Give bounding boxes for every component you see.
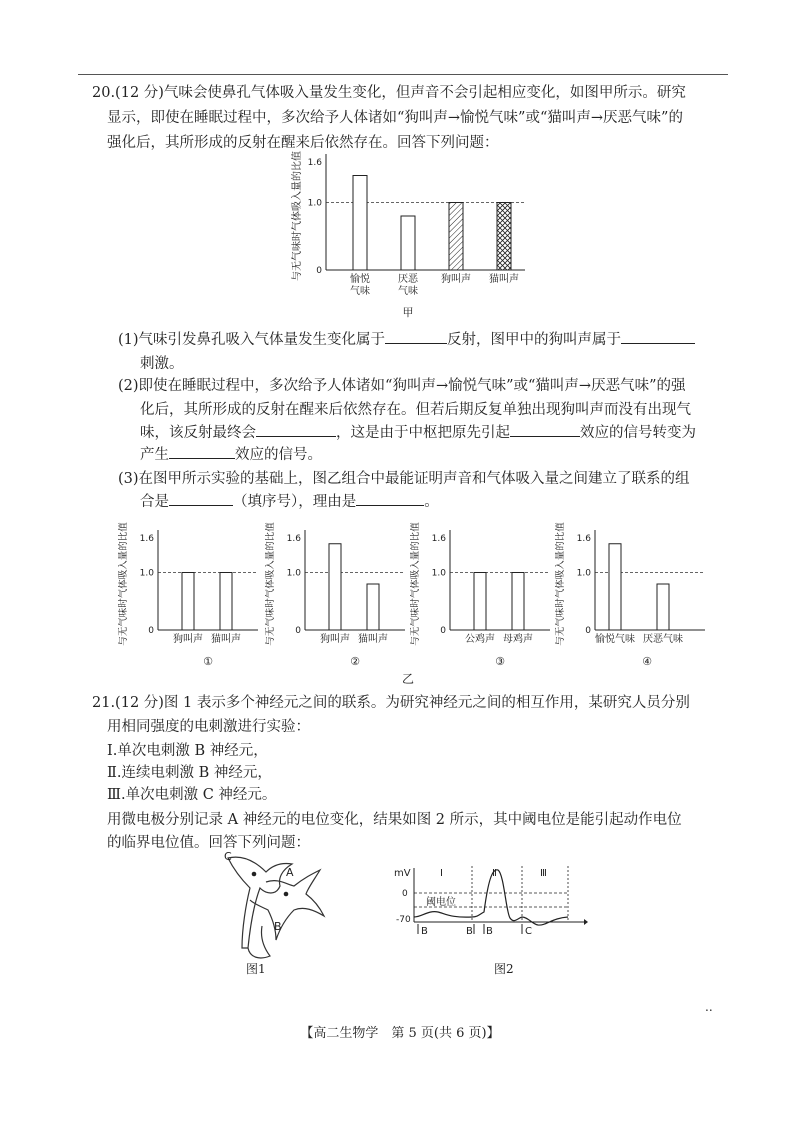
fig2-stim-label: B — [466, 926, 473, 937]
answer-blank[interactable] — [169, 489, 233, 506]
answer-blank[interactable] — [621, 327, 695, 344]
fig2-phase-2: Ⅱ — [492, 868, 497, 879]
bar — [329, 544, 341, 630]
answer-blank[interactable] — [169, 442, 235, 459]
chart-title: ③ — [495, 655, 505, 668]
y-axis-label: 与无气味时气体吸入量的比值 — [410, 522, 421, 646]
answer-blank[interactable] — [256, 420, 336, 437]
fig1-label-a: A — [286, 866, 294, 879]
q20-sub2-text-c2: ，这是由于中枢把原先引起 — [336, 425, 510, 441]
y-tick-label: 1.0 — [286, 568, 301, 579]
chart-title: ① — [203, 655, 213, 668]
x-tick-label: 母鸡声 — [503, 634, 533, 645]
corner-mark: .. — [705, 1000, 713, 1014]
bar — [367, 584, 379, 630]
x-tick-label: 猫叫声 — [489, 274, 519, 285]
bar — [449, 203, 463, 271]
fig2-threshold-label: 阈电位 — [426, 897, 456, 908]
bar — [182, 573, 194, 631]
x-tick-label: 愉悦气味 — [595, 634, 635, 645]
figure-1-caption: 图1 — [246, 962, 266, 976]
q20-sub1-line2: 刺激。 — [140, 356, 184, 372]
y-tick-label: 1.0 — [139, 568, 154, 579]
fig2-stim-label: B — [421, 926, 428, 937]
y-tick-label: 1.0 — [307, 198, 322, 209]
y-tick-label: 1.0 — [576, 568, 591, 579]
q21-line1: 21.(12 分)图 1 表示多个神经元之间的联系。为研究神经元之间的相互作用，某研究人员分别 — [92, 695, 690, 711]
q21-line2: 用相同强度的电刺激进行实验： — [107, 719, 310, 735]
x-tick-label: 猫叫声 — [358, 634, 388, 645]
answer-blank[interactable] — [385, 327, 447, 344]
fig2-stim-label: C — [525, 926, 532, 937]
q21-exp2: Ⅱ.连续电刺激 B 神经元， — [107, 765, 272, 781]
chart-yi-1 — [118, 512, 268, 670]
q21-exp1: Ⅰ.单次电刺激 B 神经元， — [107, 743, 268, 759]
q20-sub2-text-c3: 效应的信号转变为 — [580, 425, 696, 441]
fig2-tick-70: -70 — [396, 915, 411, 925]
y-tick-label: 1.6 — [431, 534, 446, 544]
fig2-unit: mV — [394, 868, 411, 879]
bar — [609, 544, 621, 630]
bar — [401, 216, 415, 270]
neuron-a-nucleus — [284, 892, 289, 897]
q21-exp3: Ⅲ.单次电刺激 C 神经元。 — [107, 787, 277, 803]
figure-2-potential — [388, 862, 588, 952]
y-tick-label: 1.6 — [139, 534, 154, 544]
x-tick-label: 气味 — [350, 286, 370, 297]
q20-sub2-line4 — [140, 442, 322, 468]
chart-jia — [290, 148, 530, 320]
y-tick-label: 0 — [585, 626, 591, 636]
q20-sub1-text-b: 反射，图甲中的狗叫声属于 — [447, 332, 622, 348]
fig1-label-c: C — [224, 850, 232, 863]
chart-yi-2 — [265, 512, 415, 670]
fig1-label-b: B — [274, 920, 282, 933]
figure-1-neurons — [220, 848, 330, 978]
bar — [512, 573, 524, 631]
y-tick-label: 0 — [440, 626, 446, 636]
y-axis-label: 与无气味时气体吸入量的比值 — [555, 522, 566, 646]
q20-sub3-text-b2: （填序号），理由是 — [233, 494, 357, 510]
y-tick-label: 1.6 — [307, 158, 322, 168]
bar — [474, 573, 486, 631]
neuron-b-axon — [248, 926, 270, 958]
q20-line2: 显示，即使在睡眠过程中，多次给予人体诸如“狗叫声→愉悦气味”或“猫叫声→厌恶气味”的 — [107, 110, 683, 126]
y-tick-label: 1.6 — [286, 534, 301, 544]
page-footer: 【高二生物学 第 5 页(共 6 页)】 — [300, 1026, 500, 1041]
bar — [497, 203, 511, 271]
x-tick-label: 愉悦 — [350, 274, 370, 285]
x-tick-label: 公鸡声 — [465, 634, 495, 645]
x-tick-label: 狗叫声 — [173, 634, 203, 645]
y-tick-label: 0 — [148, 626, 154, 636]
x-tick-label: 狗叫声 — [441, 274, 471, 285]
q20-sub3-text-b1: 合是 — [140, 494, 169, 510]
x-tick-label: 厌恶 — [398, 274, 418, 285]
q20-sub3-line1: (3)在图甲所示实验的基础上，图乙组合中最能证明声音和气体吸入量之间建立了联系的组 — [118, 471, 690, 487]
q21-line3: 用微电极分别记录 A 神经元的电位变化，结果如图 2 所示，其中阈电位是能引起动作电位 — [107, 812, 682, 828]
fig2-x-arrow — [584, 919, 588, 925]
bar — [353, 176, 367, 271]
fig2-tick-0: 0 — [402, 889, 408, 899]
bar — [657, 584, 669, 630]
fig2-stim-label: B — [486, 926, 493, 937]
y-tick-label: 0 — [295, 626, 301, 636]
q20-line3: 强化后，其所形成的反射在醒来后依然存在。回答下列问题： — [107, 135, 499, 151]
fig2-phase-1: Ⅰ — [440, 868, 443, 879]
x-tick-label: 猫叫声 — [211, 634, 241, 645]
x-tick-label: 厌恶气味 — [643, 634, 683, 645]
chart-title: 甲 — [402, 306, 414, 319]
x-tick-label: 气味 — [398, 286, 418, 297]
chart-yi-4 — [555, 512, 715, 670]
q20-sub1-text-a: (1)气味引发鼻孔吸入气体量发生变化属于 — [118, 332, 386, 348]
top-rule — [78, 74, 728, 75]
q20-sub3-text-b3: 。 — [424, 494, 439, 510]
figure-2-caption: 图2 — [494, 962, 514, 976]
q20-sub1-line1 — [118, 327, 695, 353]
answer-blank[interactable] — [356, 489, 424, 506]
bar — [220, 573, 232, 631]
fig2-phase-3: Ⅲ — [540, 868, 547, 879]
q20-sub2-line2: 化后，其所形成的反射在醒来后依然存在。但若后期反复单独出现狗叫声而没有出现气 — [140, 402, 691, 418]
y-tick-label: 1.0 — [431, 568, 446, 579]
q20-sub2-line1: (2)即使在睡眠过程中，多次给予人体诸如“狗叫声→愉悦气味”或“猫叫声→厌恶气味”的强 — [118, 378, 686, 394]
chart-title: ② — [350, 655, 360, 668]
group-caption-yi: 乙 — [402, 672, 415, 686]
y-axis-label: 与无气味时气体吸入量的比值 — [292, 151, 303, 281]
neuron-c-outline — [228, 857, 292, 948]
chart-title: ④ — [642, 655, 652, 668]
q20-line1: 20.(12 分)气味会使鼻孔气体吸入量发生变化，但声音不会引起相应变化，如图甲所示。研究 — [92, 85, 686, 101]
x-tick-label: 狗叫声 — [320, 634, 350, 645]
q20-sub2-text-d2: 效应的信号。 — [235, 447, 322, 463]
q20-sub2-text-c1: 味，该反射最终会 — [140, 425, 256, 441]
q21-line4: 的临界电位值。回答下列问题： — [107, 835, 310, 851]
y-tick-label: 1.6 — [576, 534, 591, 544]
answer-blank[interactable] — [510, 420, 580, 437]
y-tick-label: 0 — [316, 266, 322, 276]
y-axis-label: 与无气味时气体吸入量的比值 — [118, 522, 129, 646]
neuron-c-nucleus — [252, 872, 257, 877]
q20-sub2-text-d1: 产生 — [140, 447, 169, 463]
chart-yi-3 — [410, 512, 560, 670]
y-axis-label: 与无气味时气体吸入量的比值 — [265, 522, 276, 646]
